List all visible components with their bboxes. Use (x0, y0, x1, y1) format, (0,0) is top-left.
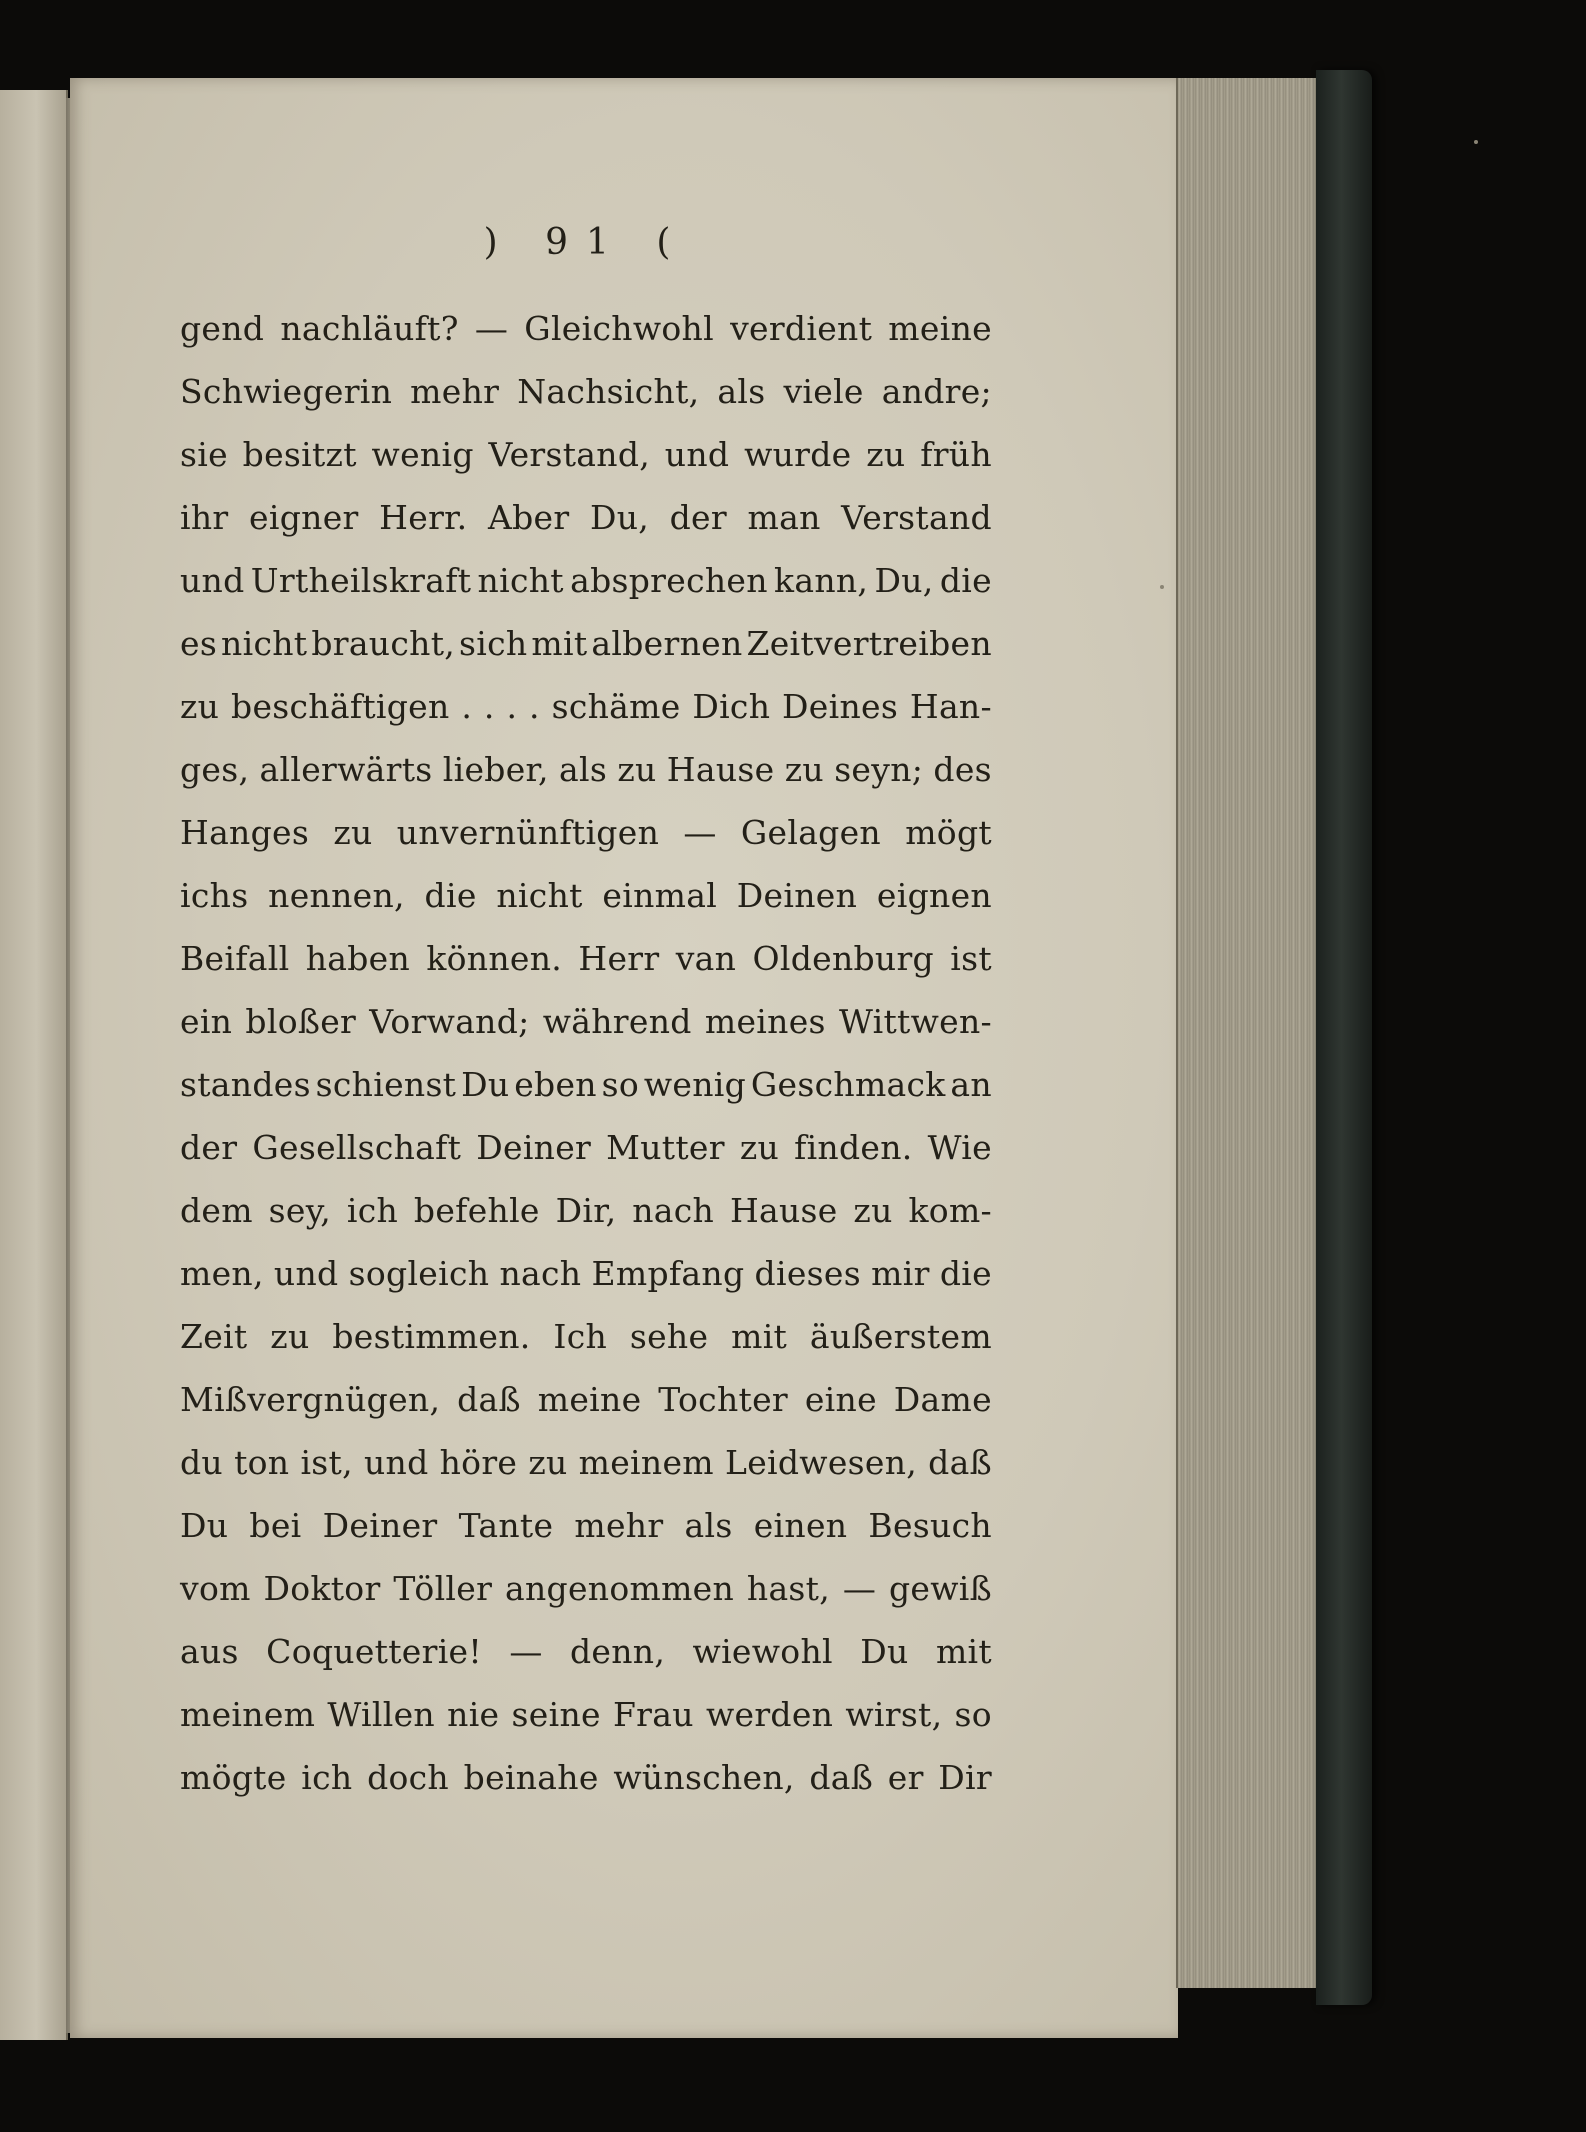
text-line (180, 1305, 992, 1368)
word: einmal (602, 876, 718, 915)
word: Deiner (476, 1128, 592, 1167)
word: albernen (591, 624, 743, 663)
word: ich (301, 1758, 353, 1797)
word: Willen (327, 1695, 435, 1734)
page-stack-edges (1176, 78, 1318, 1988)
word: ges, (180, 750, 250, 789)
word: bei (249, 1506, 302, 1545)
word: ihr (180, 498, 229, 537)
word: Vorwand; (369, 1002, 530, 1041)
word: aus (180, 1632, 239, 1671)
word: . (506, 687, 518, 726)
word: zu (528, 1443, 568, 1482)
word: wiewohl (692, 1632, 833, 1671)
word: kann, (774, 561, 869, 600)
word: meinem (578, 1443, 714, 1482)
word: Verstand, (488, 435, 651, 474)
word: Herr. (379, 498, 468, 537)
book-cover (1316, 70, 1372, 2005)
word: Besuch (868, 1506, 992, 1545)
word: daß (809, 1758, 874, 1797)
word: mit (935, 1632, 992, 1671)
text-line (180, 1242, 992, 1305)
text-line (180, 1179, 992, 1242)
word: besitzt (242, 435, 357, 474)
word: Beifall (180, 939, 290, 978)
word: Doktor (263, 1569, 381, 1608)
word: Hanges (180, 813, 310, 852)
word: meinem (180, 1695, 316, 1734)
word: bloßer (245, 1002, 357, 1041)
word: Tochter (658, 1380, 788, 1419)
word: bestimmen. (332, 1317, 531, 1356)
word: äußerstem (809, 1317, 992, 1356)
word: Gleichwohl (524, 309, 714, 348)
word: doch (367, 1758, 449, 1797)
text-line (180, 738, 992, 801)
word: nachläuft? (280, 309, 459, 348)
word: Gelagen (740, 813, 881, 852)
word: sogleich (348, 1254, 490, 1293)
word: so (601, 1065, 640, 1104)
word: Du (461, 1065, 510, 1104)
word: dem (180, 1191, 253, 1230)
word: zu (853, 1191, 893, 1230)
word: zu (866, 435, 906, 474)
word: ist, (300, 1443, 353, 1482)
word: und (363, 1443, 429, 1482)
word: zu (180, 687, 220, 726)
word: Gesellschaft (252, 1128, 462, 1167)
word: — (474, 309, 509, 348)
word: gend (180, 309, 265, 348)
word: Du, (874, 561, 934, 600)
text-line (180, 1494, 992, 1557)
word: und (180, 561, 245, 600)
word: wenig (643, 1065, 747, 1104)
word: mehr (410, 372, 500, 411)
word: Dir, (555, 1191, 617, 1230)
word: werden (705, 1695, 834, 1734)
word: meine (537, 1380, 642, 1419)
page-number: ) 91 ( (483, 222, 689, 263)
word: van (675, 939, 737, 978)
text-line (180, 486, 992, 549)
word: nie (447, 1695, 500, 1734)
word: haben (305, 939, 411, 978)
word: wirst, (845, 1695, 943, 1734)
word: Nachsicht, (517, 372, 700, 411)
word: Wittwen- (838, 1002, 992, 1041)
word: als (684, 1506, 733, 1545)
text-line (180, 1620, 992, 1683)
word: zu (739, 1128, 780, 1167)
word: Leidwesen, (724, 1443, 918, 1482)
word: beschäftigen (231, 687, 450, 726)
word: beinahe (463, 1758, 599, 1797)
word: vom (180, 1569, 251, 1608)
word: während (542, 1002, 692, 1041)
text-line (180, 297, 992, 360)
text-line (180, 360, 992, 423)
word: sehe (629, 1317, 709, 1356)
word: früh (920, 435, 992, 474)
word: viele (783, 372, 864, 411)
word: die (424, 876, 477, 915)
word: zu (270, 1317, 310, 1356)
word: verdient (730, 309, 873, 348)
word: es (180, 624, 218, 663)
word: nennen, (268, 876, 405, 915)
word: wünschen, (613, 1758, 795, 1797)
text-line (180, 1557, 992, 1620)
word: höre (439, 1443, 518, 1482)
word: und (273, 1254, 339, 1293)
word: so (954, 1695, 992, 1734)
word: Coquetterie! (266, 1632, 482, 1671)
word: Schwiegerin (180, 372, 393, 411)
word: hast, (746, 1569, 831, 1608)
word: ein (180, 1002, 233, 1041)
word: Frau (612, 1695, 694, 1734)
word: können. (426, 939, 563, 978)
text-line (180, 801, 992, 864)
word: Han- (909, 687, 992, 726)
word: eignen (876, 876, 992, 915)
word: der (669, 498, 727, 537)
word: an (950, 1065, 992, 1104)
word: schäme (551, 687, 681, 726)
text-line (180, 864, 992, 927)
word: wenig (371, 435, 474, 474)
word: einen (753, 1506, 848, 1545)
word: eben (514, 1065, 597, 1104)
word: mit (731, 1317, 788, 1356)
word: allerwärts (259, 750, 433, 789)
word: er (887, 1758, 924, 1797)
word: braucht, (311, 624, 456, 663)
text-lines (180, 297, 992, 1809)
word: schienst (315, 1065, 457, 1104)
word: ton (234, 1443, 290, 1482)
word: Geschmack (750, 1065, 946, 1104)
word: seine (511, 1695, 601, 1734)
word: Du (860, 1632, 909, 1671)
word: unvernünftigen (396, 813, 660, 852)
text-line (180, 927, 992, 990)
word: meine (888, 309, 992, 348)
word: — (509, 1632, 543, 1671)
word: des (933, 750, 992, 789)
text-line (180, 1368, 992, 1431)
word: nach (499, 1254, 582, 1293)
word: . (461, 687, 473, 726)
word: Töller (393, 1569, 493, 1608)
word: nicht (477, 561, 564, 600)
dust-speck (1474, 140, 1478, 144)
word: Aber (487, 498, 570, 537)
word: Zeit (180, 1317, 248, 1356)
word: mögte (180, 1758, 287, 1797)
word: ich (346, 1191, 399, 1230)
text-line (180, 675, 992, 738)
word: Urtheilskraft (250, 561, 472, 600)
word: Wie (927, 1128, 992, 1167)
word: — (683, 813, 717, 852)
word: dieses (754, 1254, 861, 1293)
word: die (939, 561, 992, 600)
word: du (180, 1443, 223, 1482)
word: ist (950, 939, 992, 978)
word: Ich (553, 1317, 608, 1356)
word: finden. (794, 1128, 913, 1167)
word: eine (804, 1380, 877, 1419)
word: denn, (570, 1632, 666, 1671)
word: sie (180, 435, 228, 474)
word: nach (632, 1191, 715, 1230)
word: Dame (893, 1380, 992, 1419)
text-line (180, 1053, 992, 1116)
text-line (180, 1746, 992, 1809)
word: mögt (905, 813, 992, 852)
word: als (559, 750, 608, 789)
left-page-edge (0, 90, 68, 2040)
word: kom- (908, 1191, 992, 1230)
page-text (180, 215, 992, 1809)
word: seyn; (834, 750, 924, 789)
word: Empfang (591, 1254, 745, 1293)
word: . (483, 687, 495, 726)
word: Deines (782, 687, 899, 726)
word: andre; (881, 372, 992, 411)
word: Dich (692, 687, 771, 726)
dust-speck (1160, 585, 1164, 589)
word: Deinen (736, 876, 858, 915)
word: mit (531, 624, 588, 663)
word: Hause (666, 750, 775, 789)
word: eigner (249, 498, 359, 537)
text-line (180, 1431, 992, 1494)
word: Du (180, 1506, 229, 1545)
word: meines (704, 1002, 826, 1041)
word: gewiß (888, 1569, 992, 1608)
text-line (180, 1683, 992, 1746)
word: Zeitvertreiben (746, 624, 992, 663)
word: angenommen (505, 1569, 735, 1608)
word: zu (784, 750, 824, 789)
text-line (180, 549, 992, 612)
word: Herr (578, 939, 660, 978)
word: lieber, (442, 750, 549, 789)
word: man (747, 498, 821, 537)
word: zu (333, 813, 373, 852)
word: Deiner (322, 1506, 438, 1545)
text-line (180, 990, 992, 1053)
word: mehr (574, 1506, 664, 1545)
word: Tante (458, 1506, 554, 1545)
word: sich (459, 624, 528, 663)
word: Hause (729, 1191, 838, 1230)
word: Du, (589, 498, 650, 537)
word: die (939, 1254, 992, 1293)
word: ichs (180, 876, 249, 915)
word: Mißvergnügen, (180, 1380, 441, 1419)
word: standes (180, 1065, 311, 1104)
word: daß (928, 1443, 992, 1482)
word: — (842, 1569, 877, 1608)
word: sey, (268, 1191, 332, 1230)
word: nicht (221, 624, 308, 663)
word: . (529, 687, 540, 726)
text-line (180, 1116, 992, 1179)
word: zu (617, 750, 657, 789)
word: als (717, 372, 766, 411)
word: absprechen (570, 561, 768, 600)
word: Oldenburg (752, 939, 934, 978)
word: nicht (496, 876, 583, 915)
word: der (180, 1128, 238, 1167)
word: daß (457, 1380, 521, 1419)
word: Mutter (606, 1128, 725, 1167)
word: wurde (744, 435, 852, 474)
text-line (180, 612, 992, 675)
word: Verstand (841, 498, 992, 537)
word: und (664, 435, 730, 474)
word: Dir (938, 1758, 992, 1797)
word: men, (180, 1254, 264, 1293)
word: mir (871, 1254, 930, 1293)
text-line (180, 423, 992, 486)
word: befehle (413, 1191, 540, 1230)
